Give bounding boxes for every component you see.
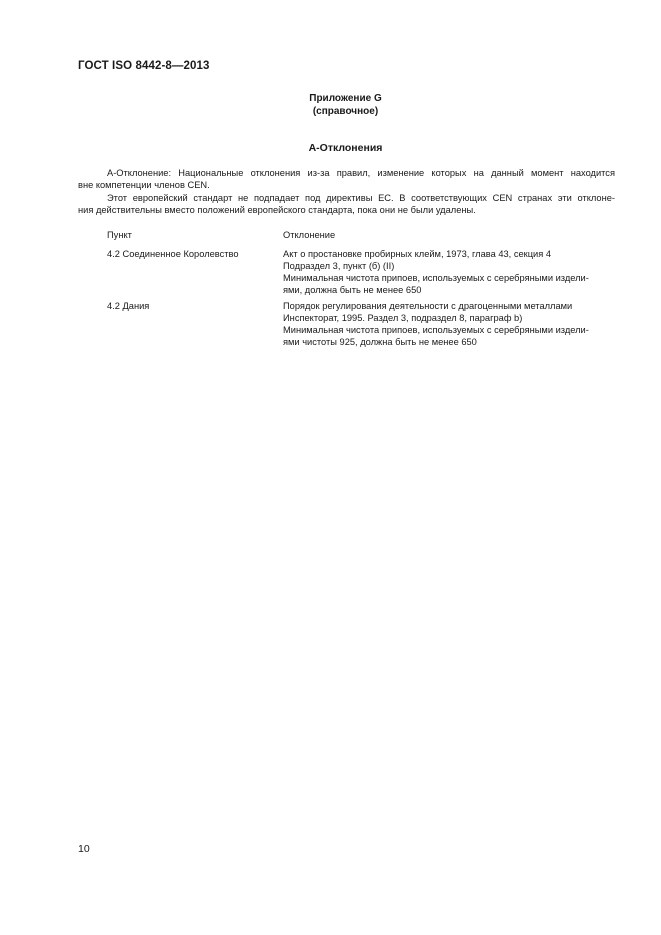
clause-cell: 4.2 Дания xyxy=(107,301,150,311)
clause-cell: 4.2 Соединенное Королевство xyxy=(107,249,239,259)
deviation-line: Подраздел 3, пункт (б) (II) xyxy=(283,261,395,271)
deviation-line: ями чистоты 925, должна быть не менее 650 xyxy=(283,337,477,347)
annex-type: (справочное) xyxy=(312,106,379,117)
annex-label: Приложение G xyxy=(309,93,382,104)
document-header: ГОСТ ISO 8442-8—2013 xyxy=(78,60,210,72)
deviation-cell xyxy=(283,300,617,348)
section-heading xyxy=(0,142,661,154)
deviation-cell xyxy=(283,248,617,296)
deviation-line: ями, должна быть не менее 650 xyxy=(283,285,422,295)
deviation-line: Минимальная чистота припоев, используемых с серебряными издели- xyxy=(283,273,589,283)
deviation-line: Акт о простановке пробирных клейм, 1973, глава 43, секция 4 xyxy=(283,249,552,259)
paragraph-1-line-1: А-Отклонение: Национальные отклонения из-за правил, изменение которых на данный момент находится xyxy=(107,168,615,178)
table-row xyxy=(107,248,627,296)
column-header-clause: Пункт xyxy=(107,230,132,240)
table-header-row xyxy=(107,229,627,241)
paragraph-1-line-2: вне компетенции членов CEN. xyxy=(78,180,210,190)
page-number: 10 xyxy=(78,843,90,855)
deviation-line: Порядок регулирования деятельности с драгоценными металлами xyxy=(283,301,573,311)
table-row xyxy=(107,300,627,348)
deviations-table xyxy=(107,229,627,348)
paragraph-2-line-1: Этот европейский стандарт не подпадает под директивы ЕС. В соответствующих CEN странах эти отклоне- xyxy=(107,193,615,203)
deviation-line: Инспекторат, 1995. Раздел 3, подраздел 8, параграф b) xyxy=(283,313,523,323)
paragraph-2-line-2: ния действительны вместо положений европейского стандарта, пока они не были удалены. xyxy=(78,205,476,215)
column-header-deviation: Отклонение xyxy=(283,230,336,240)
deviation-line: Минимальная чистота припоев, используемых с серебряными издели- xyxy=(283,325,589,335)
section-title: А-Отклонения xyxy=(308,142,383,154)
annex-heading xyxy=(0,92,661,118)
